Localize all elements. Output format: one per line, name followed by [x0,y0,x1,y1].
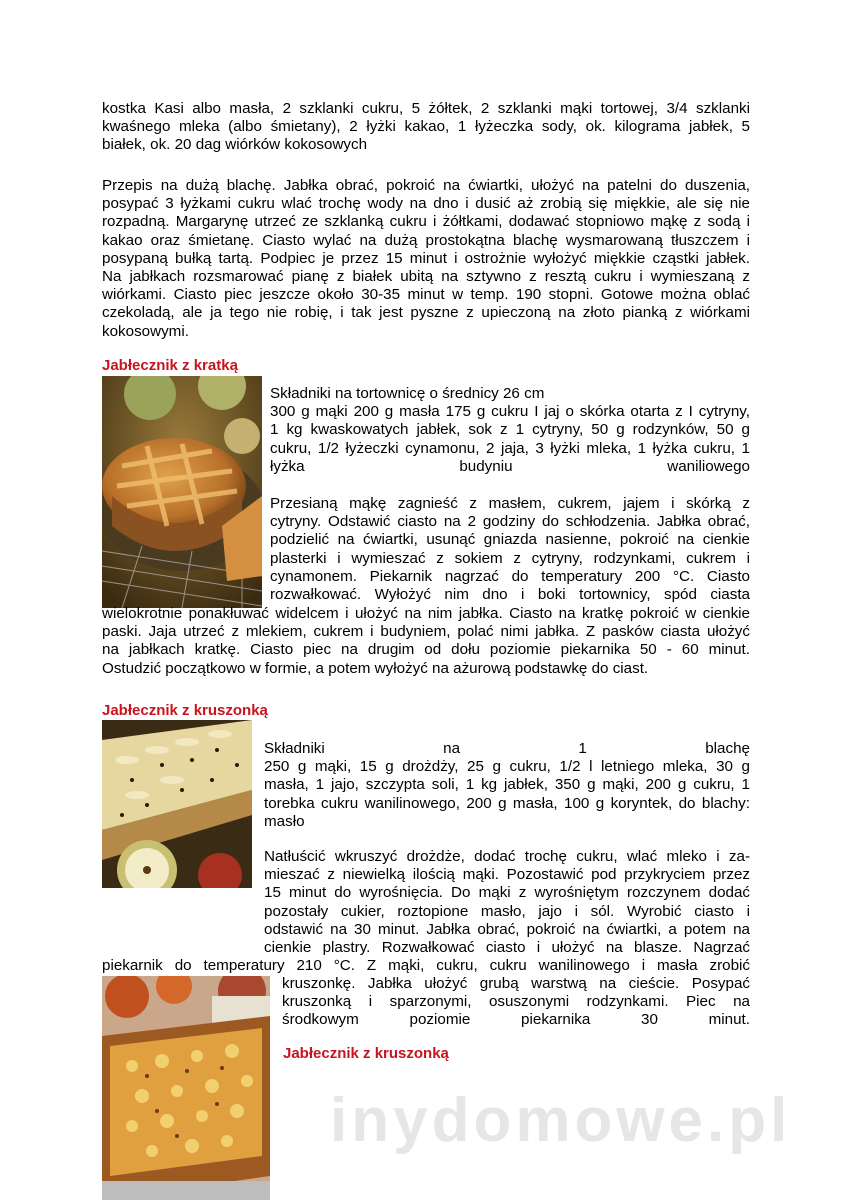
text-line: 15 minut do wyrośnięcia. Do mąki z wyrośniętym rozczynem dodać [264,884,750,902]
text-line: 1 kg kwaskowatych jabłek, sok z 1 cytryny, 50 g rodzynków, 50 g [270,421,750,439]
text-line: cienkie plastry. Rozwałkować ciasto i ułożyć na blasze. Nagrzać [264,939,750,957]
text-line: kwaśnego mleka (albo śmietany), 2 łyżki kakao, 1 łyżeczka sody, ok. kilograma jabłek, 5 [102,118,750,136]
text-line: 250 g mąki, 15 g drożdży, 25 g cukru, 1/2 l letniego mleka, 30 g [264,758,750,776]
text-line: Przesianą mąkę zagnieść z masłem, cukrem, jajem i skórką z [270,495,750,512]
text-line: Przepis na dużą blachę. Jabłka obrać, pokroić na ćwiartki, ułożyć na patelni do duszenia, [102,177,750,194]
text-line: wiórkami. Ciasto piec jeszcze około 30-35 minut w temp. 190 stopni. Gotowe można oblać [102,286,750,304]
recipe-heading-kruszonka-2: Jabłecznik z kruszonką [283,1045,449,1062]
text-line: Natłuścić wkruszyć drożdże, dodać trochę cukru, wlać mleko i za- [264,848,750,865]
text-line: kokosowymi. [102,322,189,340]
intro-paragraph [102,100,750,155]
site-watermark: inydomowe.pl [330,1086,792,1155]
text-line: cukru, 1/2 łyżeczki cynamonu, 2 jaja, 3 łyżki mleka, 1 łyżka cukru, 1 [270,439,750,457]
text-line: mieszać z niewielką ilością mąki. Pozostawić pod przykryciem przez [264,866,750,884]
recipe2-ingredients [270,385,750,476]
text-line: łyżka budyniu waniliowego [270,457,750,475]
method-paragraph-1 [102,177,750,341]
text-line: kruszonką i sparzonymi, osuszonymi rodzynkami. Piec na [282,993,750,1011]
apple-pie-lattice-photo [102,376,262,608]
text-line: rozpadną. Margarynę utrzeć ze szklanką cukru i żółtkami, dodawać stopniowo mąkę z sodą i [102,213,750,231]
text-line: białek, ok. 20 dag wiórków kokosowych [102,136,368,154]
recipe3-method-wrapped [264,848,750,957]
text-line: czekoladą, ale ja tego nie robię, i tak jest pyszne z upieczoną na złoto pianką z wiórkami [102,304,750,322]
text-line: odstawić na 30 minut. Jabłka obrać, pokroić na ćwiartki, a potem na [264,920,750,938]
text-line: wielokrotnie ponakłuwać widelcem i ułożyć na nim jabłka. Ciasto na kratkę pokroić w cienkie [102,605,750,622]
text-line: torebka cukru wanilinowego, 200 g masła, 100 g koryntek, do blachy: [264,794,750,812]
text-line: Ostudzić początkowo w formie, a potem wyłożyć na ażurową podstawkę do ciast. [102,659,649,677]
text-line: posypaną bułką tartą. Podpiec je przez 15 minut i ostrożnie wyłożyć miękkie cząstki jabłek. [102,249,750,267]
text-line: cynamonem. Piekarnik nagrzać do temperatury 200 °C. Ciasto [270,567,750,585]
recipe2-method-wrapped [270,495,750,604]
text-line: kostka Kasi albo masła, 2 szklanki cukru, 5 żółtek, 2 szklanki mąki tortowej, 3/4 szklanki [102,100,750,117]
apple-crumble-tray-photo [102,976,270,1200]
ingredients-title: Składniki na tortownicę o średnicy 26 cm [270,385,545,402]
text-line: posypać 3 łyżkami cukru wlać trochę wody na dno i dusić aż zrobią się miękkie, ale się nie [102,195,750,213]
text-line: pozostały cukier, roztopione masło, jajo i sól. Wyrobić ciasto i [264,902,750,920]
text-line: paski. Jaja utrzeć z mlekiem, cukrem i budyniem, polać nimi jabłka. Z pasków ciasta ułożyć [102,623,750,641]
text-line: masło [264,812,305,830]
recipe-heading-kruszonka: Jabłecznik z kruszonką [102,702,268,719]
text-line: środkowym poziomie piekarnika 30 minut. [282,1011,750,1029]
text-line: piekarnik do temperatury 210 °C. Z mąki, cukru, cukru wanilinowego i masła zrobić [102,957,750,974]
text-line: podzielić na ćwiartki, usunąć gniazda nasienne, pokroić na cienkie [270,531,750,549]
text-line: masła, 1 jajo, szczypta soli, 1 kg jabłek, 350 g mąki, 200 g cukru, 1 [264,776,750,794]
text-line: cytryny. Odstawić ciasto na 2 godziny do schłodzenia. Jabłka obrać, [270,513,750,531]
text-line: kakao oraz śmietanę. Ciasto wylać na dużą prostokątna blachę wysmarowaną tłuszczem i [102,231,750,249]
apple-crumble-sheet-cake-photo [102,720,252,888]
text-line: 300 g mąki 200 g masła 175 g cukru I jaj o skórka otarta z I cytryny, [270,403,750,421]
text-line: plasterki i wymieszać z sokiem z cytryny, rodzynkami, cukrem i [270,549,750,567]
ingredients-title: Składniki na 1 blachę [264,740,750,757]
text-line: kruszonkę. Jabłka ułożyć grubą warstwą na cieście. Posypać [282,975,750,992]
recipe3-method-wrapped-2 [282,975,750,1030]
text-line: Na jabłkach rozsmarować pianę z białek ubitą na sztywno z resztą cukru i wymieszaną z [102,268,750,286]
text-line: na jabłkach kratkę. Ciasto piec na drugim od dołu poziomie piekarnika 50 - 60 minut. [102,641,750,659]
recipe3-method-full [102,957,750,975]
recipe-heading-kratka: Jabłecznik z kratką [102,357,238,374]
recipe2-method-full [102,605,750,678]
text-line: rozwałkować. Wyłożyć nim dno i boki tortownicy, spód ciasta [270,586,750,604]
recipe3-ingredients [264,740,750,831]
